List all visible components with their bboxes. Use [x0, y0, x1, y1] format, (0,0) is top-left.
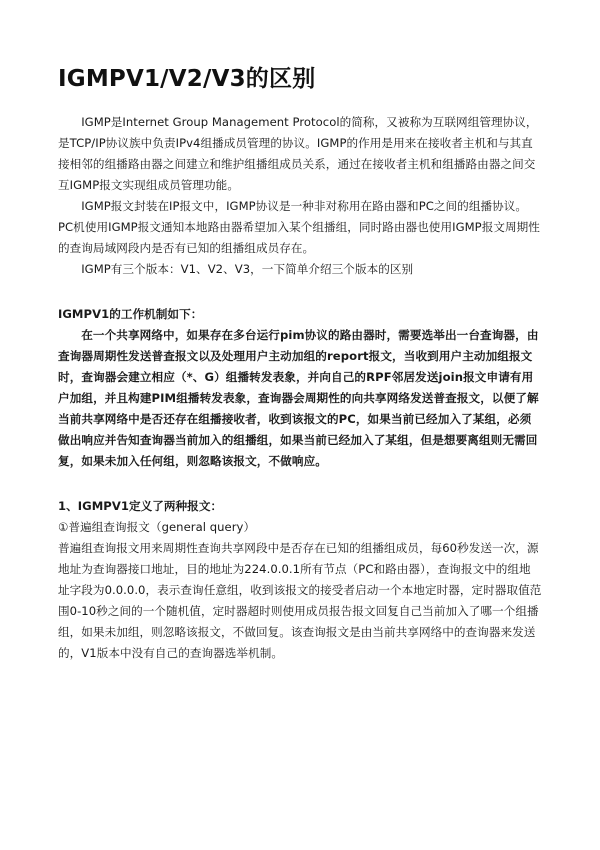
intro-paragraph-1: IGMP是Internet Group Management Protocol的简称，又被称为互联网组管理协议，是TCP/IP协议族中负责IPv4组播成员管理的协议。IGMP的作用是用来在接收者主机和与其直接相邻的组播路由器之间建立和维护组播组成员关系，通过在接收者主机和组播路由器之间交互IGMP报文实现组成员管理功能。 — [58, 115, 538, 192]
intro-paragraph-2: IGMP报文封装在IP报文中，IGMP协议是一种非对称用在路由器和PC之间的组播协议。PC机使用IGMP报文通知本地路由器希望加入某个组播组，同时路由器也使用IGMP报文周期性的查询局域网段内是否有已知的组播组成员存在。 — [58, 199, 540, 255]
general-query-heading: ①普遍组查询报文（general query） — [58, 520, 256, 534]
intro-paragraph-3: IGMP有三个版本：V1、V2、V3，一下简单介绍三个版本的区别 — [81, 262, 414, 276]
v1-mechanism-heading: IGMPV1的工作机制如下： — [58, 307, 203, 321]
general-query-body: 普遍组查询报文用来周期性查询共享网段中是否存在已知的组播组成员，每60秒发送一次，源地址为查询器接口地址，目的地址为224.0.0.1所有节点（PC和路由器），查询报文中的组地址字段为0.0.0.0，表示查询任意组，收到该报文的接受者启动一个本地定时器，定时器取值范围0-10秒之间的一个随机值，定时器超时则使用成员报告报文回复自己当前加入了哪一个组播组，如果未加组，则忽略该报文，不做回复。该查询报文是由当前共享网络中的查询器来发送的，V1版本中没有自己的查询器选举机制。 — [58, 541, 542, 660]
section-1-heading: 1、IGMPV1定义了两种报文： — [58, 499, 223, 513]
intro-section — [58, 112, 542, 280]
v1-mechanism-body: 在一个共享网络中，如果存在多台运行pim协议的路由器时，需要选举出一台查询器，由查询器周期性发送普查报文以及处理用户主动加组的report报文，当收到用户主动加组报文时，查询器会建立相应（*、G）组播转发表象，并向自己的RPF邻居发送join报文申请有用户加组，并且构建PIM组播转发表象，查询器会周期性的向共享网络发送普查报文，以便了解当前共享网络中是否还存在组播接收者，收到该报文的PC，如果当前已经加入了某组，必须做出响应并告知查询器当前加入的组播组，如果当前已经加入了某组，但是想要离组则无需回复，如果未加入任何组，则忽略该报文，不做响应。 — [58, 328, 539, 468]
page-title: IGMPV1/V2/V3的区别 — [58, 66, 316, 92]
